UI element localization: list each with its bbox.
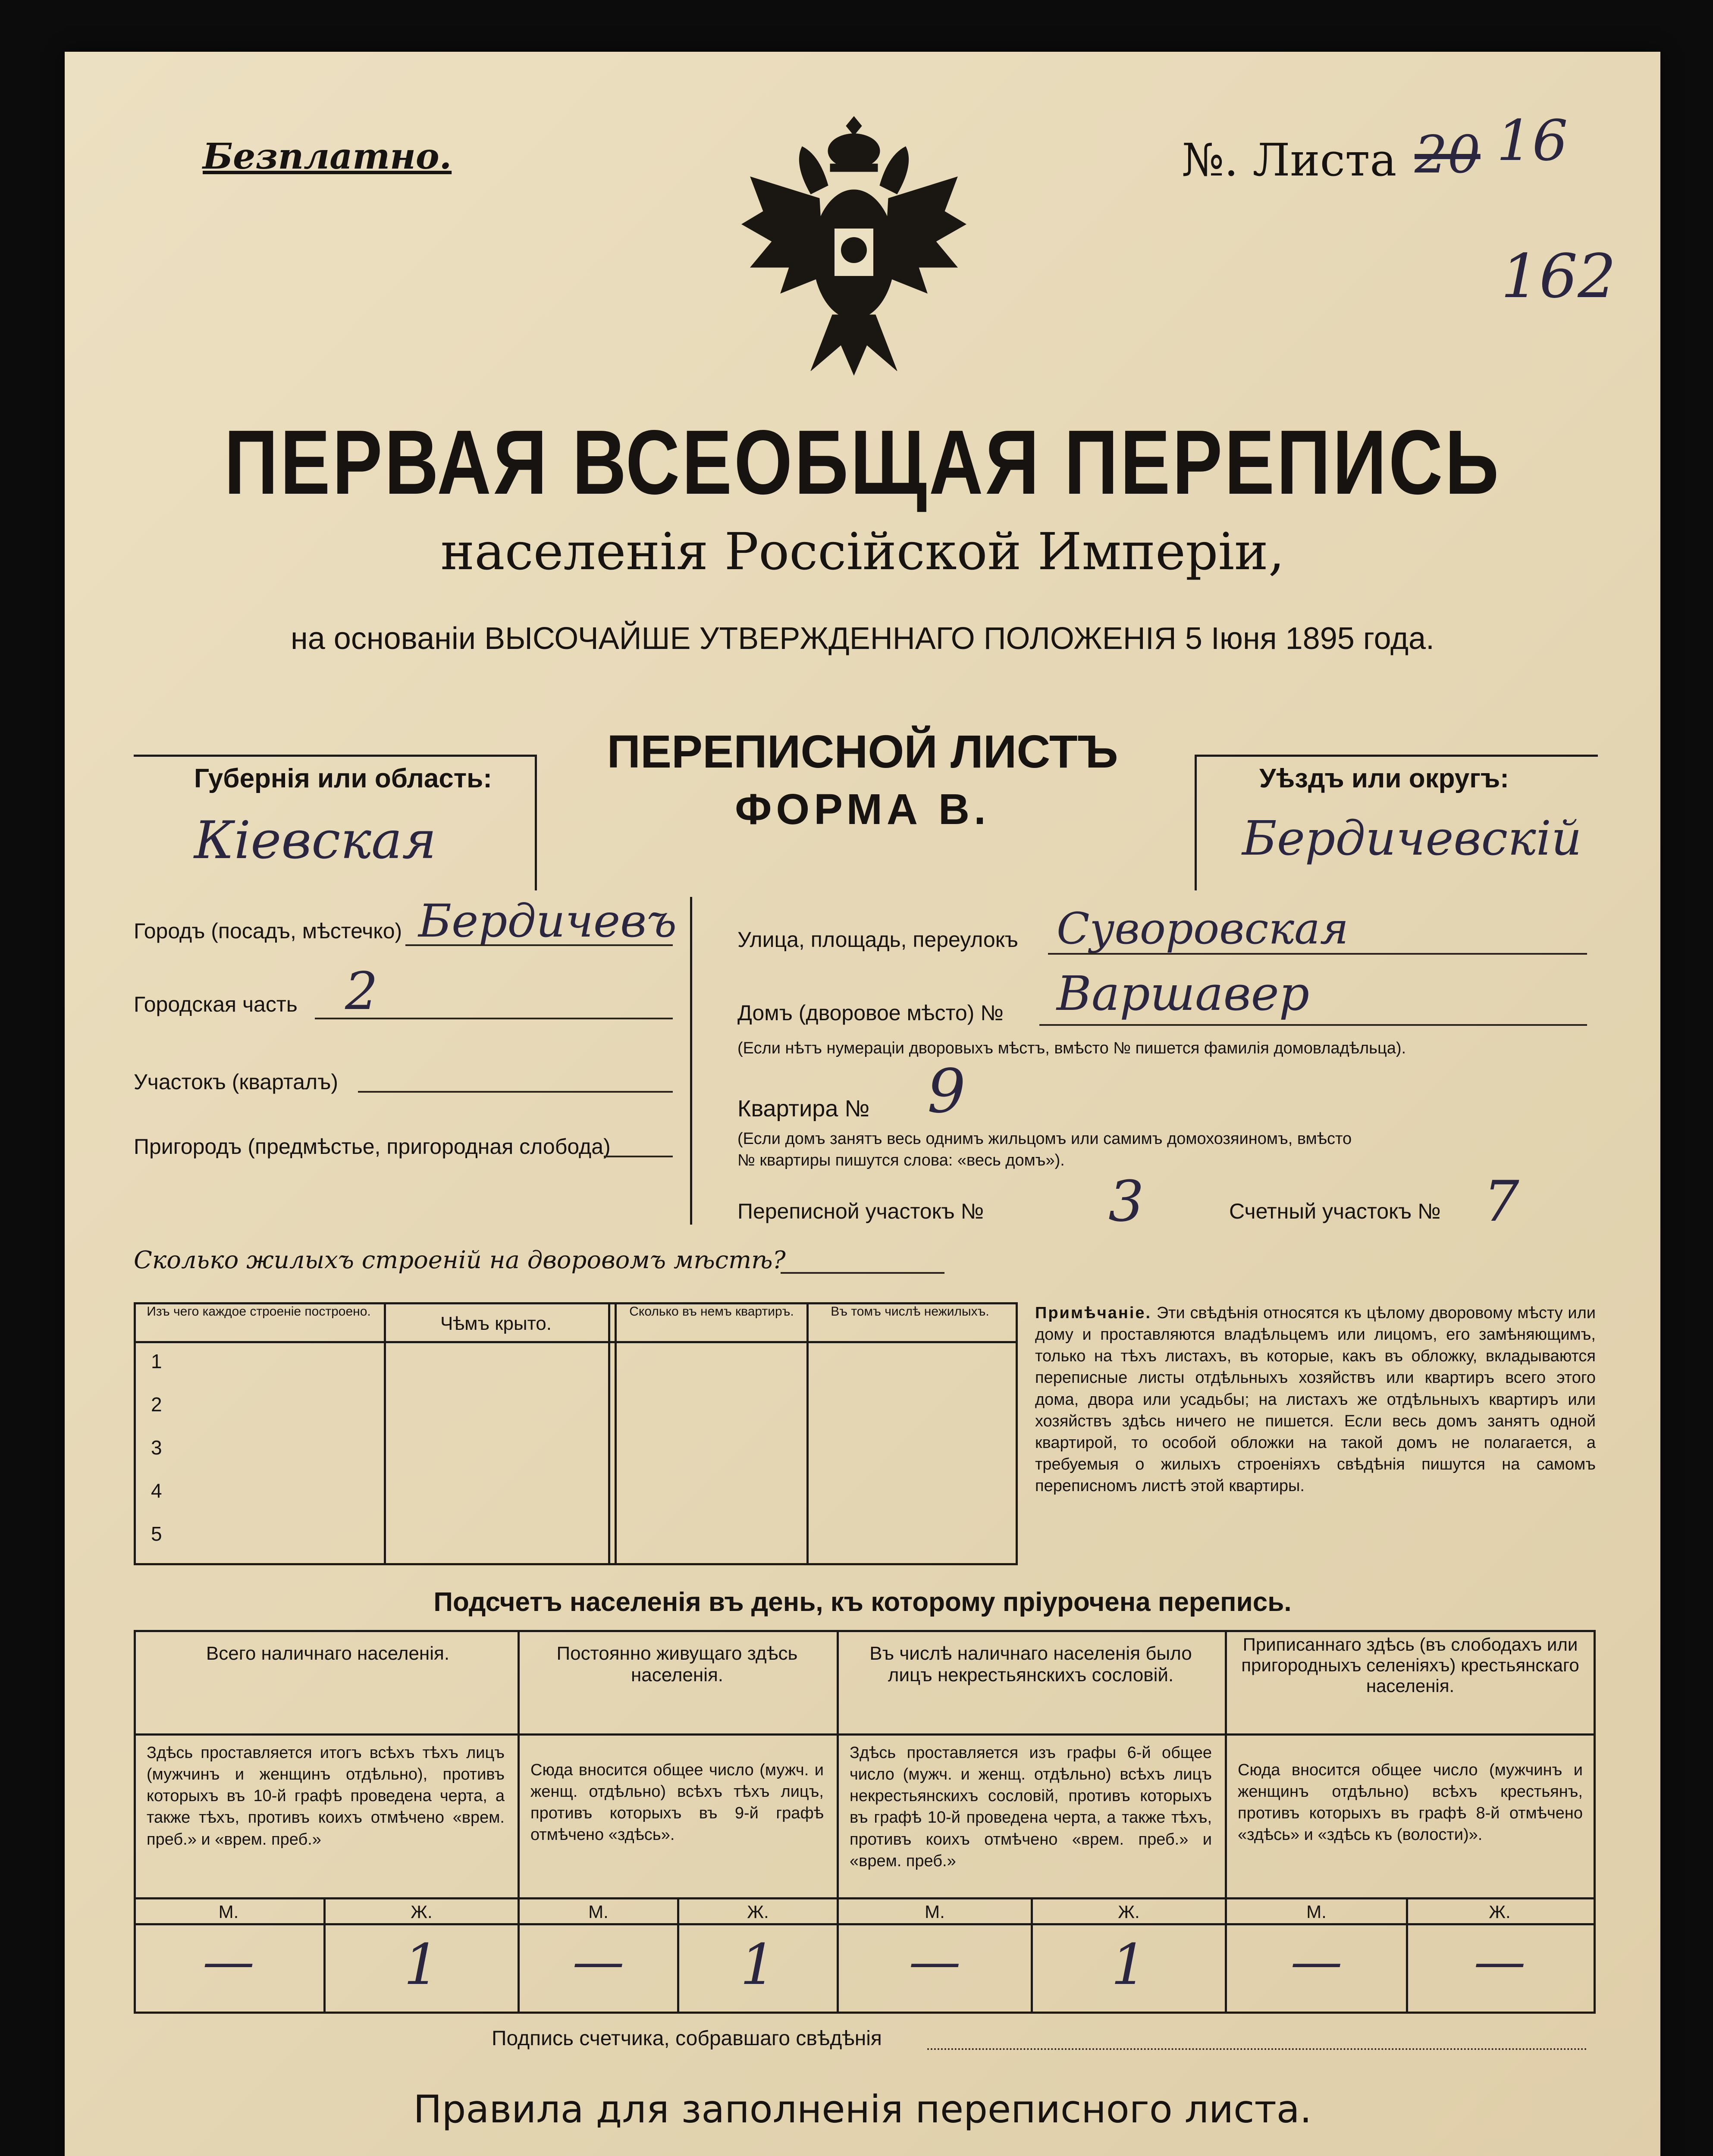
buildings-row-4: 4 xyxy=(151,1479,162,1502)
street-value: Суворовская xyxy=(1057,903,1349,954)
imperial-eagle-emblem-icon xyxy=(733,112,975,379)
col-1-f-label: Ж. xyxy=(411,1902,433,1922)
gubernia-value: Кіевская xyxy=(194,811,436,871)
city-part-label: Городская часть xyxy=(134,992,298,1016)
flat-value: 9 xyxy=(927,1056,966,1127)
uezd-label: Уѣздъ или округъ: xyxy=(1259,764,1509,793)
col-3-m-label: М. xyxy=(925,1902,945,1922)
city-label: Городъ (посадъ, мѣстечко) xyxy=(134,919,402,943)
count-col-2-body: Сюда вносится общее число (мужч. и женщ. отдѣльно) всѣхъ тѣхъ лицъ, противъ которыхъ въ 9-й графѣ отмѣчено «здѣсь». xyxy=(530,1761,824,1844)
col-4-f-label: Ж. xyxy=(1489,1902,1511,1922)
count-col-2-head: Постоянно живущаго здѣсь населенія. xyxy=(556,1643,798,1686)
col-1-m-value: — xyxy=(203,1932,254,1992)
col-2-f-value: 1 xyxy=(740,1932,776,1997)
count-col-1-body: Здѣсь проставляется итогъ всѣхъ тѣхъ лицъ (мужчинъ и женщинъ отдѣльно), противъ которыхъ въ 10-й графѣ проведена черта, а также тѣхъ, противъ коихъ отмѣчено «врем. преб.» и «врем. преб.» xyxy=(147,1744,505,1849)
note-text: Эти свѣдѣнія относятся къ цѣлому дворовому мѣсту или дому и проставляются владѣльцемъ или лицомъ, его замѣняющимъ, только на тѣхъ листахъ, въ которые, какъ въ обложку, вкладываются переписные листы отдѣльныхъ хозяйствъ или квартиръ всего этого дома, двора или усадьбы; на листахъ же отдѣльныхъ квартиръ или хозяйствъ здѣсь ничего не пишется. Если весь домъ занятъ одной квартирой, то особой обложки на такой домъ не полагается, а требуемыя о жилыхъ строеніяхъ свѣдѣнія пишутся на самомъ переписномъ листѣ этой квартиры. xyxy=(1035,1304,1596,1495)
col-2-f-label: Ж. xyxy=(747,1902,769,1922)
buildings-question: Сколько жилыхъ строеній на дворовомъ мѣстѣ? xyxy=(134,1246,786,1274)
city-part-value: 2 xyxy=(345,962,378,1022)
form-letter: ФОРМА В. xyxy=(735,785,990,834)
sheet-number-struck: 20 xyxy=(1415,125,1481,185)
form-name: ПЕРЕПИСНОЙ ЛИСТЪ xyxy=(607,725,1118,777)
col-4-m-value: — xyxy=(1290,1932,1343,1992)
uezd-value: Бердичевскій xyxy=(1242,811,1582,866)
buildings-col-flats: Сколько въ немъ квартиръ. xyxy=(629,1304,794,1319)
flat-note-1: (Если домъ занятъ весь однимъ жильцомъ или самимъ домохозяиномъ, вмѣсто xyxy=(737,1130,1352,1148)
free-label: Безплатно. xyxy=(203,136,452,177)
city-value: Бердичевъ xyxy=(418,895,677,947)
col-1-f-value: 1 xyxy=(404,1932,439,1997)
count-plot-label: Счетный участокъ № xyxy=(1229,1199,1441,1223)
rules-title: Правила для заполненія переписного листа. xyxy=(413,2087,1312,2131)
flat-note-2: № квартиры пишутся слова: «весь домъ»). xyxy=(737,1151,1065,1169)
district-label: Участокъ (кварталъ) xyxy=(134,1070,339,1094)
count-col-4-body: Сюда вносится общее число (мужчинъ и женщинъ отдѣльно) всѣхъ крестьянъ, противъ которыхъ въ графѣ 8-й отмѣчено «здѣсь» и «здѣсь къ (волости)». xyxy=(1238,1761,1583,1844)
col-4-m-label: М. xyxy=(1306,1902,1327,1922)
col-4-f-value: — xyxy=(1474,1932,1526,1992)
count-col-3-head: Въ числѣ наличнаго населенія было лицъ некрестьянскихъ сословій. xyxy=(869,1643,1192,1686)
census-basis: на основаніи ВЫСОЧАЙШЕ УТВЕРЖДЕННАГО ПОЛОЖЕНІЯ 5 Іюня 1895 года. xyxy=(290,621,1434,656)
col-2-m-value: — xyxy=(572,1932,624,1992)
col-1-m-label: М. xyxy=(218,1902,239,1922)
census-subtitle: населенія Россійской Имперіи, xyxy=(440,522,1285,581)
census-plot-label: Переписной участокъ № xyxy=(737,1199,984,1223)
census-sheet xyxy=(65,52,1660,2156)
col-2-m-label: М. xyxy=(588,1902,609,1922)
note-label: Примѣчаніе. xyxy=(1035,1304,1152,1322)
sheet-number-label: №. Листа xyxy=(1182,134,1397,186)
buildings-col-nonresidential: Въ томъ числѣ нежилыхъ. xyxy=(831,1304,989,1319)
count-col-4-head: Приписаннаго здѣсь (въ слободахъ или пригородныхъ селеніяхъ) крестьянскаго населенія. xyxy=(1241,1634,1579,1696)
census-main-title: ПЕРВАЯ ВСЕОБЩАЯ ПЕРЕПИСЬ xyxy=(224,411,1501,513)
buildings-row-1: 1 xyxy=(151,1350,162,1373)
count-title: Подсчетъ населенія въ день, къ которому пріурочена перепись. xyxy=(433,1587,1292,1617)
count-col-1-head: Всего наличнаго населенія. xyxy=(206,1643,450,1664)
suburb-label: Пригородъ (предмѣстье, пригородная слобода) xyxy=(134,1134,611,1159)
sheet-number-handwritten-2: 162 xyxy=(1501,241,1616,312)
street-label: Улица, площадь, переулокъ xyxy=(737,928,1018,952)
address-divider xyxy=(690,897,692,1225)
gubernia-label: Губернія или область: xyxy=(194,764,492,793)
col-3-f-label: Ж. xyxy=(1118,1902,1140,1922)
note-block xyxy=(1035,1302,1596,1497)
buildings-row-3: 3 xyxy=(151,1436,162,1459)
buildings-col-material: Изъ чего каждое строеніе построено. xyxy=(147,1304,371,1319)
buildings-row-2: 2 xyxy=(151,1393,162,1416)
buildings-row-5: 5 xyxy=(151,1523,162,1545)
house-label: Домъ (дворовое мѣсто) № xyxy=(737,1001,1004,1025)
house-note: (Если нѣтъ нумераціи дворовыхъ мѣстъ, вмѣсто № пишется фамилія домовладѣльца). xyxy=(737,1039,1406,1057)
census-plot-value: 3 xyxy=(1108,1169,1144,1234)
col-3-f-value: 1 xyxy=(1111,1932,1147,1997)
signature-label: Подпись счетчика, собравшаго свѣдѣнія xyxy=(492,2027,882,2050)
col-3-m-value: — xyxy=(909,1932,961,1992)
flat-label: Квартира № xyxy=(737,1096,870,1122)
count-plot-value: 7 xyxy=(1484,1169,1519,1234)
sheet-number-handwritten: 16 xyxy=(1497,108,1568,173)
count-col-3-body: Здѣсь проставляется изъ графы 6-й общее число (мужч. и женщ. отдѣльно) всѣхъ лицъ некрестьянскихъ сословій, противъ которыхъ въ графѣ 10-й проведена черта, а также тѣхъ, противъ коихъ отмѣчено «врем. преб.» и «врем. преб.» xyxy=(850,1744,1212,1870)
house-value: Варшавер xyxy=(1057,966,1310,1021)
buildings-col-roof: Чѣмъ крыто. xyxy=(440,1313,552,1334)
